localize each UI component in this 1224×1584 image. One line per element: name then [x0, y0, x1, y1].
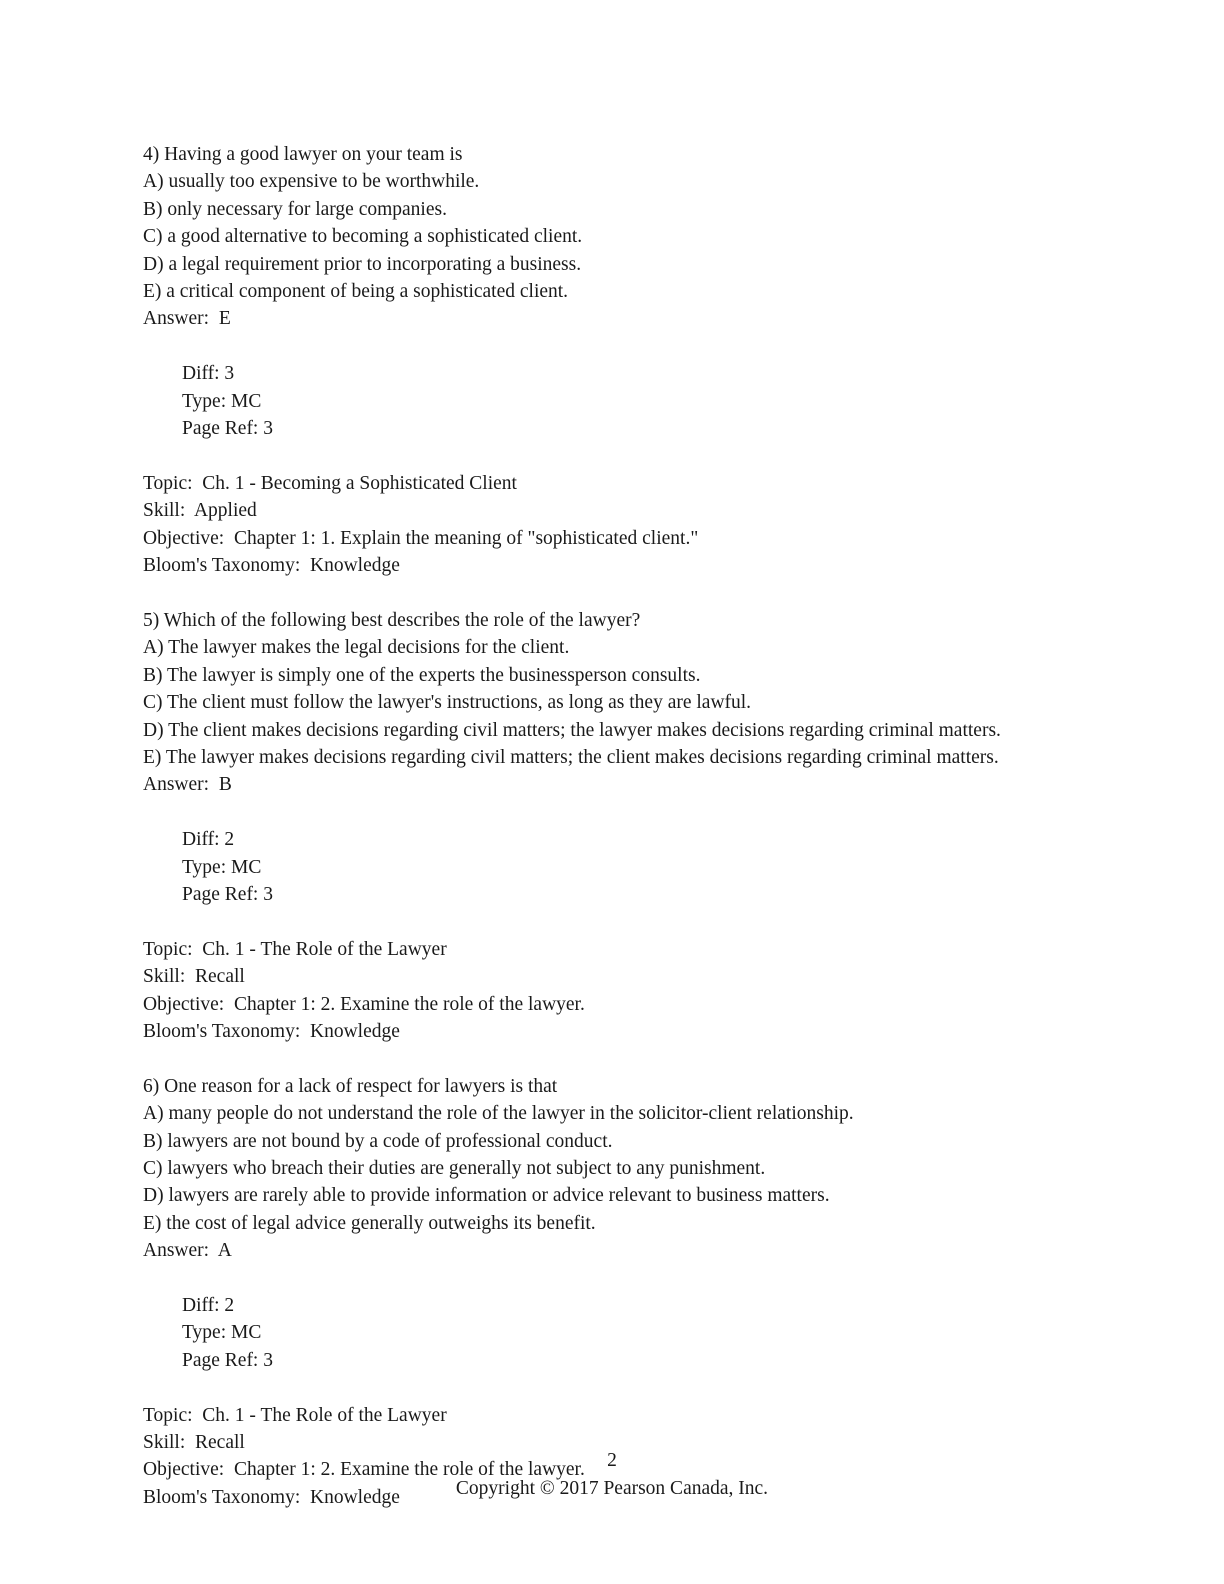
diff-value: Diff: 3: [182, 363, 235, 385]
page-footer: [0, 1447, 1224, 1502]
question-block-4: [143, 141, 1083, 580]
option-line-c: C) The client must follow the lawyer's instructions, as long as they are lawful.: [143, 692, 752, 714]
option-line-e: E) a critical component of being a sophisticated client.: [143, 281, 569, 303]
topic-line: Topic: Ch. 1 - Becoming a Sophisticated Client: [143, 472, 517, 494]
meta-line: [143, 799, 1083, 936]
objective-line: Objective: Chapter 1: 2. Examine the role of the lawyer.: [143, 993, 585, 1015]
option-line-a: A) many people do not understand the role of the lawyer in the solicitor-client relationship.: [143, 1103, 854, 1125]
diff-value: Diff: 2: [182, 1295, 235, 1317]
option-line-e: E) The lawyer makes decisions regarding civil matters; the client makes decisions regarding criminal matters.: [143, 746, 999, 768]
meta-line: [143, 333, 1083, 470]
topic-line: Topic: Ch. 1 - The Role of the Lawyer: [143, 938, 447, 960]
copyright: Copyright © 2017 Pearson Canada, Inc.: [455, 1477, 769, 1499]
option-line-c: C) lawyers who breach their duties are generally not subject to any punishment.: [143, 1158, 766, 1179]
answer-line: Answer: E: [143, 308, 231, 330]
question-block-6: [143, 1073, 1083, 1512]
type-value: Type: MC: [182, 856, 262, 878]
option-line-e: E) the cost of legal advice generally outweighs its benefit.: [143, 1212, 596, 1234]
question-stem: 4) Having a good lawyer on your team is: [143, 144, 463, 165]
option-line-b: B) lawyers are not bound by a code of professional conduct.: [143, 1130, 613, 1152]
option-line-b: B) only necessary for large companies.: [143, 198, 447, 220]
answer-line: Answer: B: [143, 774, 232, 796]
bloom-line: Bloom's Taxonomy: Knowledge: [143, 1486, 400, 1508]
diff-value: Diff: 2: [182, 829, 235, 851]
option-line-a: A) usually too expensive to be worthwhile.: [143, 171, 480, 193]
objective-line: Objective: Chapter 1: 2. Examine the role of the lawyer.: [143, 1459, 585, 1481]
bloom-line: Bloom's Taxonomy: Knowledge: [143, 555, 400, 577]
skill-line: Skill: Recall: [143, 966, 245, 988]
option-line-d: D) a legal requirement prior to incorporating a business.: [143, 253, 582, 275]
question-stem: 6) One reason for a lack of respect for lawyers is that: [143, 1075, 558, 1097]
answer-line: Answer: A: [143, 1240, 232, 1262]
option-line-a: A) The lawyer makes the legal decisions for the client.: [143, 637, 570, 659]
page-number: 2: [607, 1450, 617, 1472]
option-line-c: C) a good alternative to becoming a sophisticated client.: [143, 226, 583, 248]
question-stem: 5) Which of the following best describes the role of the lawyer?: [143, 609, 641, 631]
topic-line: Topic: Ch. 1 - The Role of the Lawyer: [143, 1404, 447, 1426]
objective-line: Objective: Chapter 1: 1. Explain the meaning of "sophisticated client.": [143, 527, 699, 549]
question-block-5: [143, 607, 1083, 1046]
skill-line: Skill: Applied: [143, 500, 257, 522]
option-line-b: B) The lawyer is simply one of the experts the businessperson consults.: [143, 664, 701, 686]
page-ref-value: Page Ref: 3: [182, 883, 273, 905]
page-ref-value: Page Ref: 3: [182, 418, 273, 440]
questions-section: [143, 141, 1083, 1539]
page-ref-value: Page Ref: 3: [182, 1349, 273, 1371]
skill-line: Skill: Recall: [143, 1432, 245, 1454]
type-value: Type: MC: [182, 390, 262, 412]
option-line-d: D) The client makes decisions regarding civil matters; the lawyer makes decisions regarding criminal matters.: [143, 719, 1001, 741]
type-value: Type: MC: [182, 1322, 262, 1344]
meta-line: [143, 1265, 1083, 1402]
option-line-d: D) lawyers are rarely able to provide information or advice relevant to business matters.: [143, 1185, 830, 1207]
bloom-line: Bloom's Taxonomy: Knowledge: [143, 1020, 400, 1042]
